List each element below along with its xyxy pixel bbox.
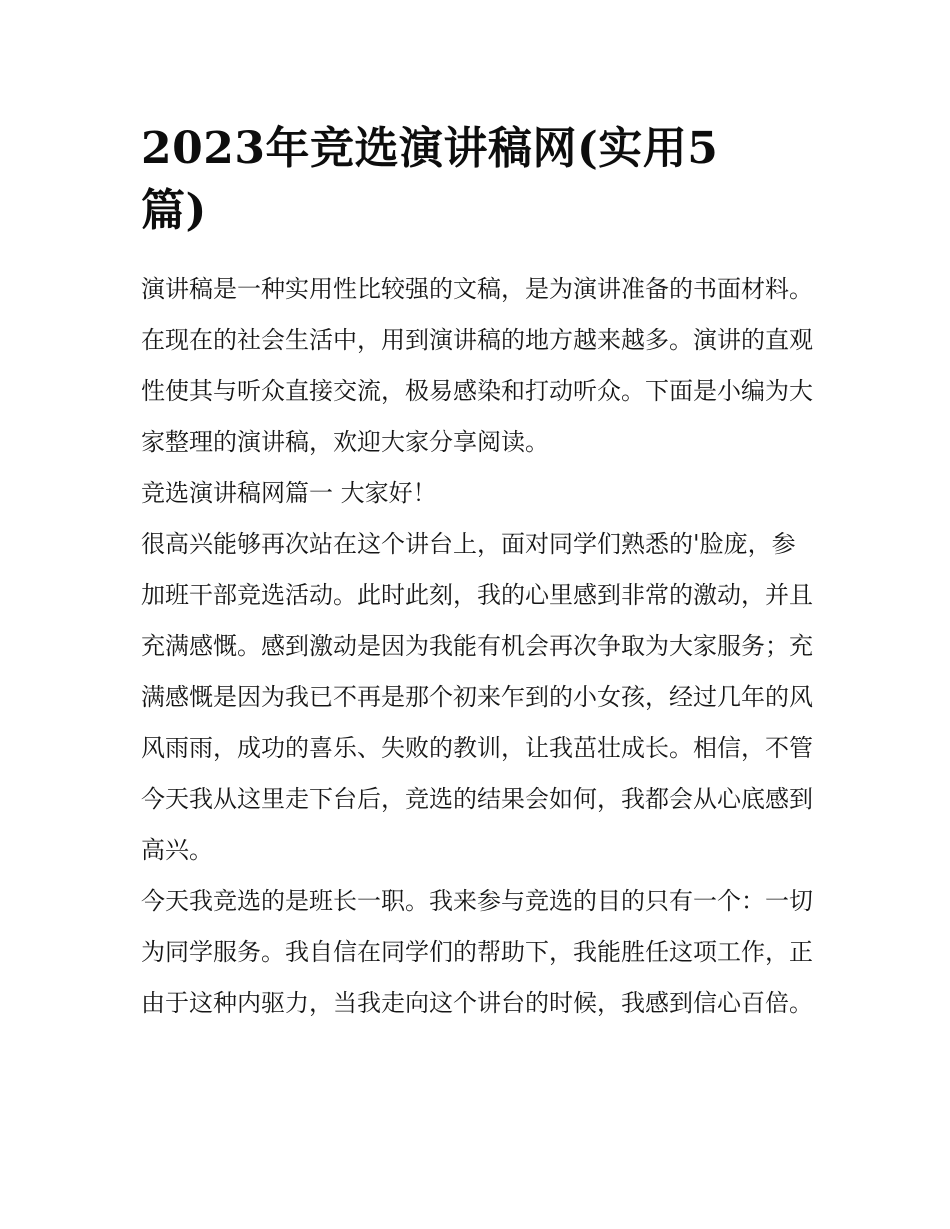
paragraph-position: 今天我竞选的是班长一职。我来参与竞选的目的只有一个：一切为同学服务。我自信在同学们的帮助下，我能胜任这项工作，正由于这种内驱力，当我走向这个讲台的时候，我感到信心百倍。 xyxy=(141,887,813,1017)
paragraph-opening: 很高兴能够再次站在这个讲台上，面对同学们熟悉的'脸庞，参加班干部竞选活动。此时此刻，我的心里感到非常的激动，并且充满感慨。感到激动是因为我能有机会再次争取为大家服务；充满感慨是因为我已不再是那个初来乍到的小女孩，经过几年的风风雨雨，成功的喜乐、失败的教训，让我茁壮成长。相信，不管今天我从这里走下台后，竞选的结果会如何，我都会从心底感到高兴。 xyxy=(141,530,813,864)
document-title: 2023年竞选演讲稿网(实用5篇) xyxy=(141,123,719,236)
paragraph-intro: 演讲稿是一种实用性比较强的文稿，是为演讲准备的书面材料。在现在的社会生活中，用到演讲稿的地方越来越多。演讲的直观性使其与听众直接交流，极易感染和打动听众。下面是小编为大家整理的演讲稿，欢迎大家分享阅读。 xyxy=(141,275,813,456)
document-body xyxy=(141,264,813,1029)
paragraph-section-heading: 竞选演讲稿网篇一 大家好！ xyxy=(141,479,437,507)
document-content xyxy=(141,118,813,1029)
